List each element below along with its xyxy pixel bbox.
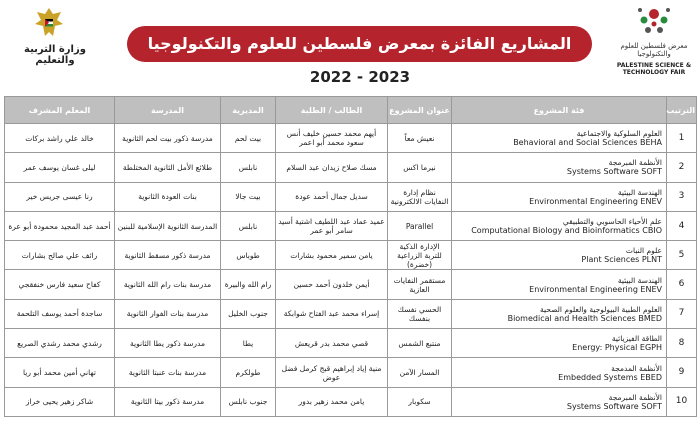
cell-directorate: طولكرم xyxy=(221,358,276,387)
table-row xyxy=(5,329,697,358)
cell-field xyxy=(452,241,667,270)
table-header-row xyxy=(5,97,697,124)
cell-directorate: نابلس xyxy=(221,211,276,240)
fair-name-arabic: معرض فلسطين للعلوم والتكنولوجيا xyxy=(620,42,688,58)
cell-rank: 7 xyxy=(667,299,697,328)
ministry-name: وزارة التربية والتعليم xyxy=(24,44,86,66)
cell-school: مدرسة ذكور مسقط الثانوية xyxy=(115,241,221,270)
cell-project: نيرما اكس xyxy=(388,153,452,182)
cell-teacher: تهاني أمين محمد أبو ريا xyxy=(5,358,115,387)
cell-students: مسك صلاح زيدان عبد السلام xyxy=(276,153,388,182)
cell-directorate: جنوب الخليل xyxy=(221,299,276,328)
cell-students: عميد عماد عبد اللطيف اشتية أسيد سامر أبو عمر xyxy=(276,211,388,240)
cell-field xyxy=(452,387,667,416)
fair-logo xyxy=(614,4,694,92)
cell-project: المسار الآمن xyxy=(388,358,452,387)
cell-rank: 4 xyxy=(667,211,697,240)
table-row xyxy=(5,387,697,416)
cell-rank: 9 xyxy=(667,358,697,387)
cell-directorate: طوباس xyxy=(221,241,276,270)
field-arabic: الهندسة البيئية xyxy=(617,275,662,285)
cell-students: سديل جمال أحمد عودة xyxy=(276,182,388,211)
cell-rank: 5 xyxy=(667,241,697,270)
header-directorate: المديرية xyxy=(221,97,276,124)
field-arabic: علوم النبات xyxy=(625,246,662,256)
table-row xyxy=(5,358,697,387)
cell-school: بنات العودة الثانوية xyxy=(115,182,221,211)
cell-teacher: ساجدة أحمد يوسف التلحمة xyxy=(5,299,115,328)
cell-teacher: رائف علي صالح بشارات xyxy=(5,241,115,270)
cell-field xyxy=(452,358,667,387)
cell-rank: 6 xyxy=(667,270,697,299)
cell-field xyxy=(452,182,667,211)
table-row xyxy=(5,270,697,299)
cell-school: طلائع الأمل الثانوية المختلطة xyxy=(115,153,221,182)
cell-project: سكوبار xyxy=(388,387,452,416)
header-field: فئة المشروع xyxy=(452,97,667,124)
table-row xyxy=(5,153,697,182)
winners-table xyxy=(4,96,697,417)
cell-students: يامن سمير محمود بشارات xyxy=(276,241,388,270)
cell-field xyxy=(452,329,667,358)
cell-students: أيمن خلدون أحمد حسين xyxy=(276,270,388,299)
cell-directorate: نابلس xyxy=(221,153,276,182)
cell-school: المدرسة الثانوية الإسلامية للبنين xyxy=(115,211,221,240)
cell-students: إسراء محمد عبد الفتاح شوابكة xyxy=(276,299,388,328)
fair-name-english: PALESTINE SCIENCE & TECHNOLOGY FAIR xyxy=(616,62,692,76)
cell-teacher: رشدي محمد رشدي الصريع xyxy=(5,329,115,358)
cell-school: مدرسة بنات عنبتا الثانوية xyxy=(115,358,221,387)
cell-field xyxy=(452,124,667,153)
table-row xyxy=(5,241,697,270)
page-title: المشاريع الفائزة بمعرض فلسطين للعلوم والتكنولوجيا xyxy=(127,26,592,62)
cell-teacher: رنا عيسى جريس خير xyxy=(5,182,115,211)
cell-directorate: رام الله والبيرة xyxy=(221,270,276,299)
cell-rank: 8 xyxy=(667,329,697,358)
cell-rank: 3 xyxy=(667,182,697,211)
cell-students: منية إياد إبراهيم قبج كرمل فضل عوض xyxy=(276,358,388,387)
field-english: Systems Software SOFT xyxy=(566,167,662,177)
cell-rank: 2 xyxy=(667,153,697,182)
cell-teacher: ليلى غسان يوسف عمر xyxy=(5,153,115,182)
field-english: Biomedical and Health Sciences BMED xyxy=(507,313,662,323)
table-row xyxy=(5,299,697,328)
cell-field xyxy=(452,299,667,328)
field-english: Behavioral and Social Sciences BEHA xyxy=(513,138,662,148)
field-arabic: علم الأحياء الحاسوبي والتطبيقي xyxy=(562,217,662,227)
field-arabic: الأنظمة المبرمجة xyxy=(608,158,662,168)
table-row xyxy=(5,124,697,153)
field-arabic: الهندسة البيئية xyxy=(617,187,662,197)
cell-school: مدرسة ذكور يطا الثانوية xyxy=(115,329,221,358)
cell-school: مدرسة ذكور بيتا الثانوية xyxy=(115,387,221,416)
header-students: الطالب / الطلبة xyxy=(276,97,388,124)
cell-students: يامن محمد زهير بدور xyxy=(276,387,388,416)
field-arabic: العلوم الطبية البيولوجية والعلوم الصحية xyxy=(539,304,662,314)
cell-project: Parallel xyxy=(388,211,452,240)
cell-teacher: شاكر زهير يحيى خراز xyxy=(5,387,115,416)
cell-project: منتبع الشمس xyxy=(388,329,452,358)
cell-teacher: كفاح سعيد فارس خنفقجي xyxy=(5,270,115,299)
cell-project: نظام إدارة النفايات الالكترونية xyxy=(388,182,452,211)
cell-directorate: يطا xyxy=(221,329,276,358)
cell-project: مستقمر النفايات العازية xyxy=(388,270,452,299)
cell-school: مدرسة ذكور بيت لحم الثانوية xyxy=(115,124,221,153)
cell-school: مدرسة بنات رام الله الثانوية xyxy=(115,270,221,299)
cell-project: الحسي نفسك بنفسك xyxy=(388,299,452,328)
cell-students: قصي محمد بدر قريعش xyxy=(276,329,388,358)
field-english: Environmental Engineering ENEV xyxy=(529,284,662,294)
academic-year: 2022 - 2023 xyxy=(309,68,411,86)
table-row xyxy=(5,182,697,211)
cell-rank: 1 xyxy=(667,124,697,153)
cell-field xyxy=(452,211,667,240)
cell-field xyxy=(452,270,667,299)
cell-school: مدرسة بنات الفوار الثانوية xyxy=(115,299,221,328)
table-row xyxy=(5,211,697,240)
field-english: Embedded Systems EBED xyxy=(558,372,662,382)
header-school: المدرسة xyxy=(115,97,221,124)
field-arabic: الأنظمة المبرمجة xyxy=(608,392,662,402)
atom-molecule-icon xyxy=(614,4,694,40)
field-english: Systems Software SOFT xyxy=(566,401,662,411)
cell-rank: 10 xyxy=(667,387,697,416)
cell-directorate: جنوب نابلس xyxy=(221,387,276,416)
header-teacher: المعلم المشرف xyxy=(5,97,115,124)
field-english: Energy: Physical EGPH xyxy=(572,343,662,353)
field-arabic: الأنظمة المدمجة xyxy=(611,363,662,373)
cell-teacher: خالد علي راشد بركات xyxy=(5,124,115,153)
page-header xyxy=(0,0,700,92)
cell-directorate: بيت جالا xyxy=(221,182,276,211)
cell-project: الإدارة الذكية للتربة الزراعية (خضرة) xyxy=(388,241,452,270)
header-project: عنوان المشروع xyxy=(388,97,452,124)
cell-directorate: بيت لحم xyxy=(221,124,276,153)
cell-field xyxy=(452,153,667,182)
field-arabic: الطاقة الفيزيائية xyxy=(611,334,662,344)
cell-teacher: أحمد عبد المجيد محمودة أبو عرة xyxy=(5,211,115,240)
field-english: Environmental Engineering ENEV xyxy=(529,196,662,206)
cell-project: نعيش معاً xyxy=(388,124,452,153)
field-arabic: العلوم السلوكية والاجتماعية xyxy=(576,129,662,139)
palestine-eagle-emblem-icon xyxy=(31,6,67,42)
field-english: Computational Biology and Bioinformatics CBIO xyxy=(471,226,662,236)
cell-students: أيهم محمد حسين خليف أنس سعود محمد أبو اعمر xyxy=(276,124,388,153)
field-english: Plant Sciences PLNT xyxy=(581,255,662,265)
header-rank: الترتيب xyxy=(667,97,697,124)
